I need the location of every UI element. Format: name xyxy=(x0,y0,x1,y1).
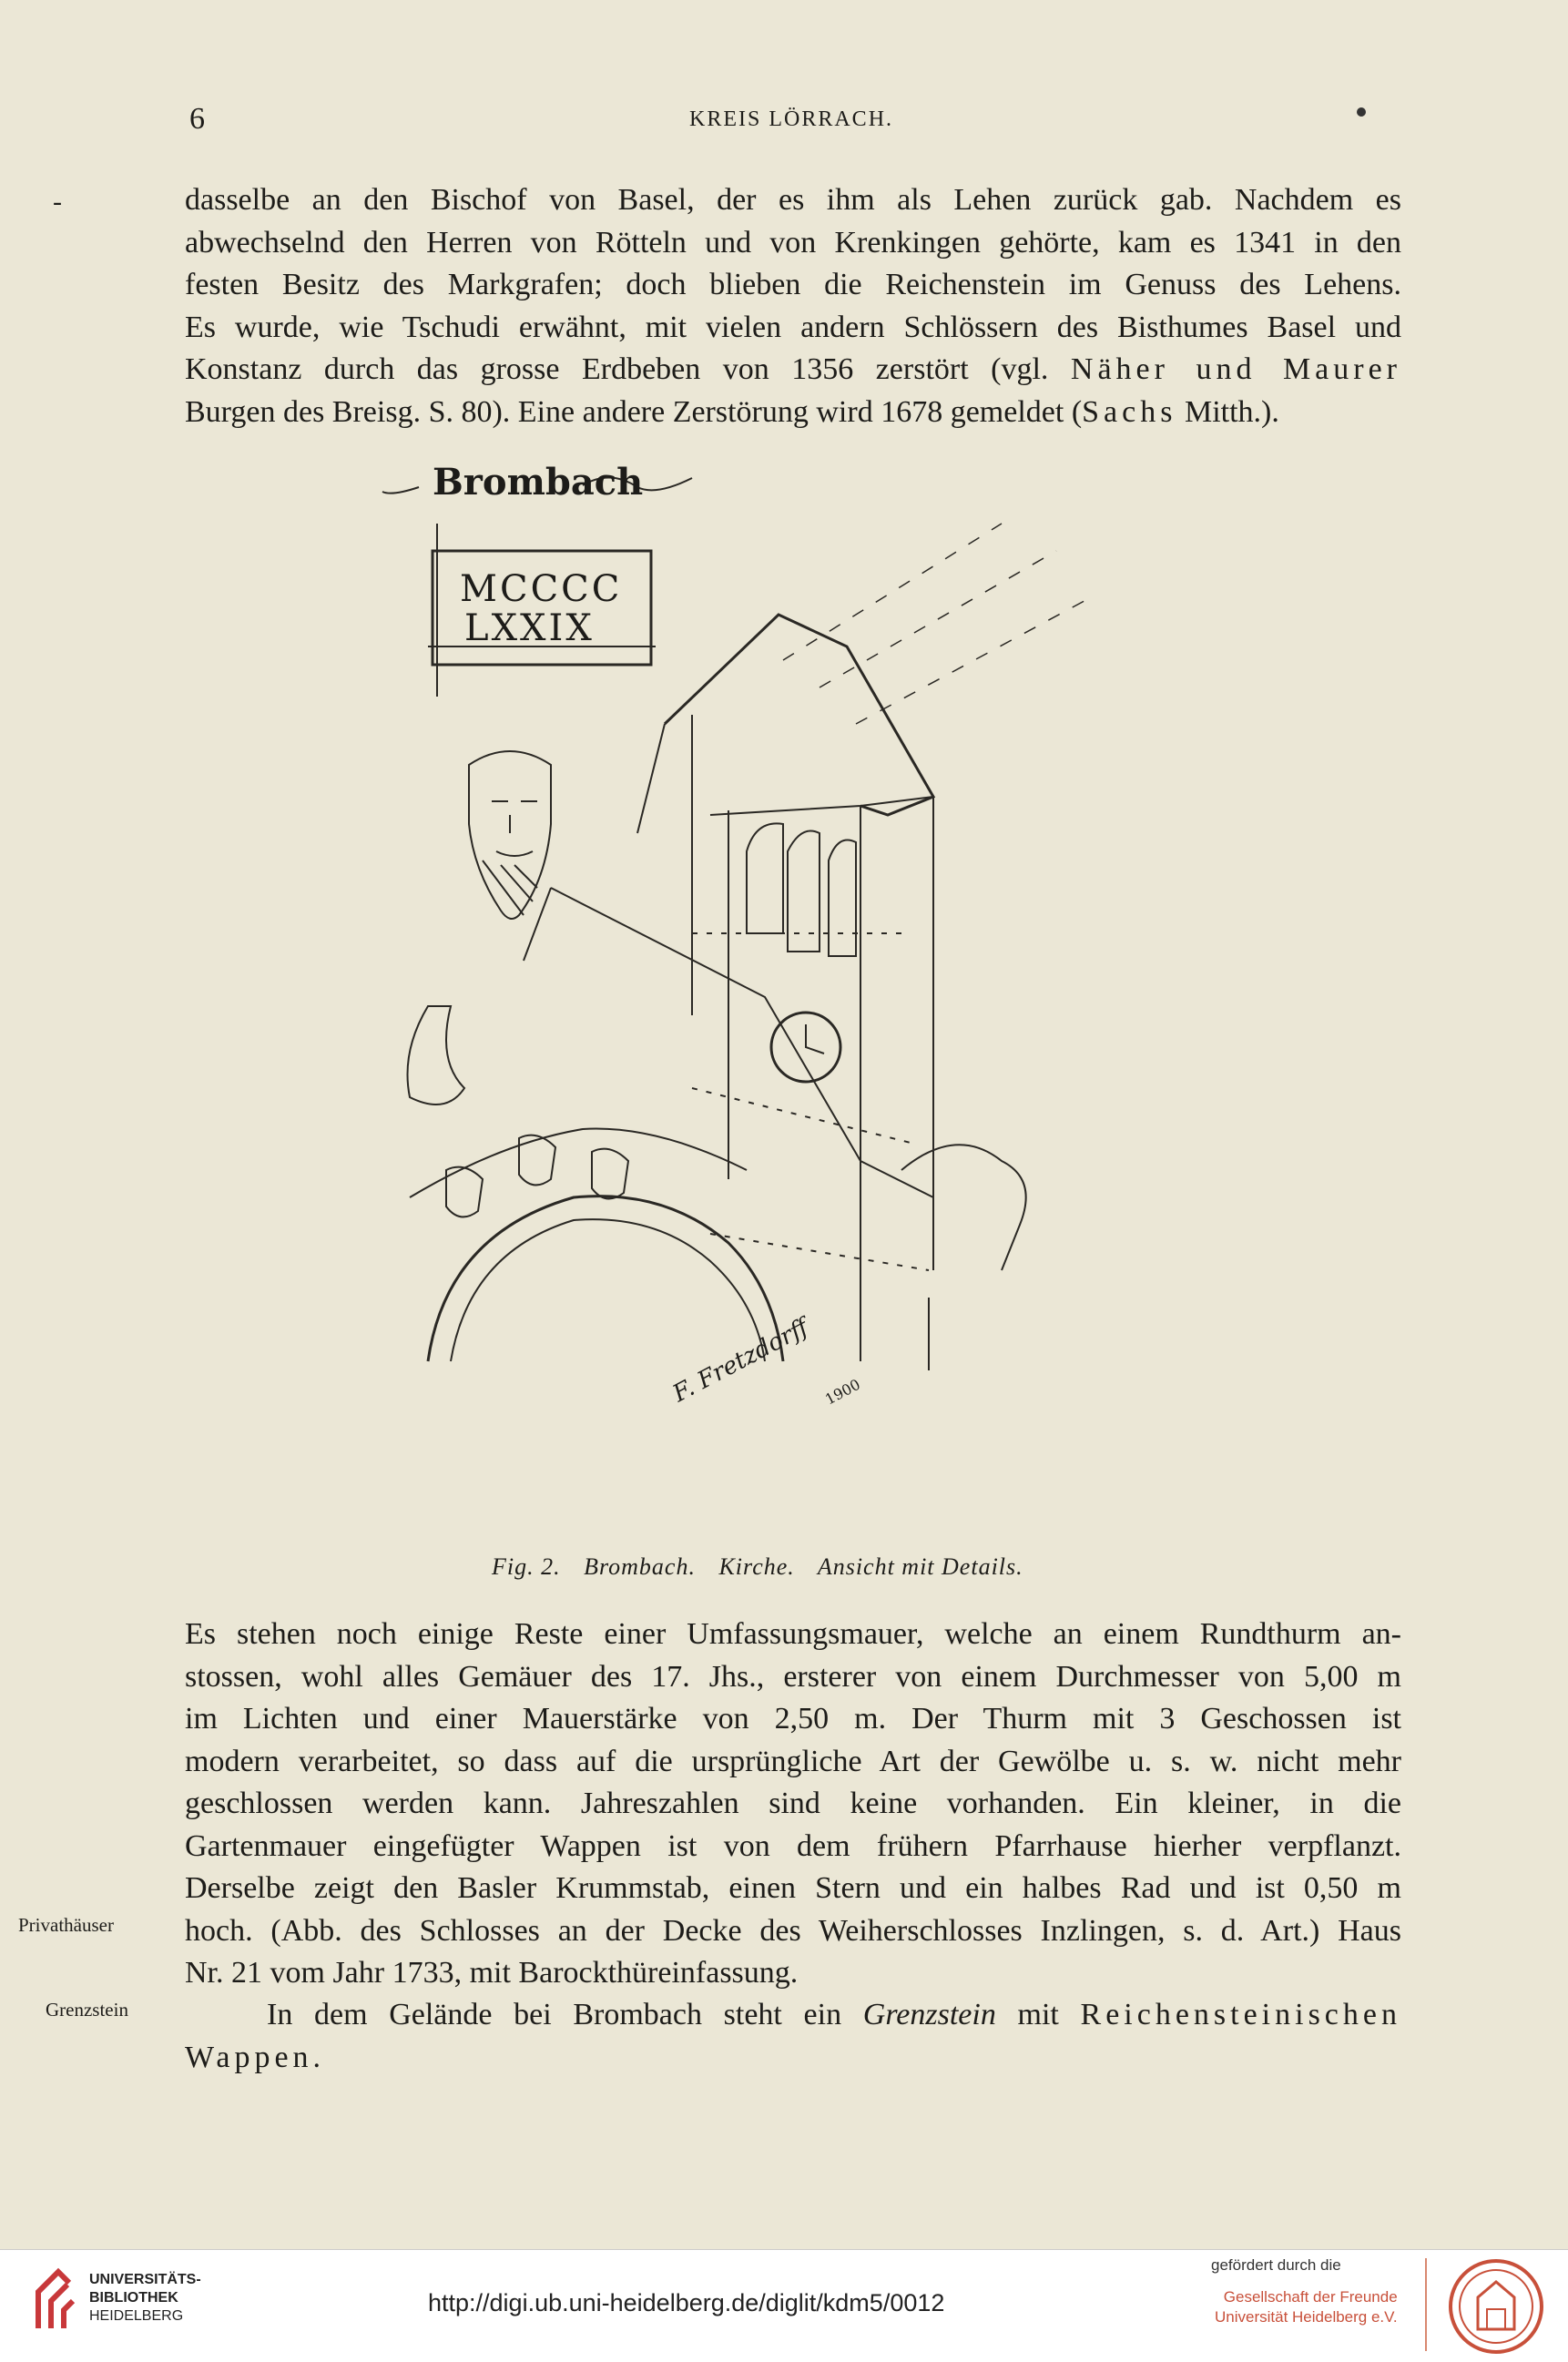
belfry-window-2 xyxy=(829,840,856,957)
plaque-line-2: LXXIX xyxy=(464,607,595,649)
title-flourish-left xyxy=(382,487,419,494)
figure-caption xyxy=(492,1553,1111,1581)
coat-of-arms-right xyxy=(592,1149,628,1199)
text-line: festen Besitz des Markgrafen; doch blieben die Reichenstein im Genuss des Lehens. xyxy=(185,268,1401,301)
text-line: Wappen. xyxy=(185,2040,326,2074)
text-run: Mitth.). xyxy=(1176,394,1279,429)
church-sketch-figure xyxy=(364,451,1147,1562)
page-number: 6 xyxy=(189,102,205,136)
running-title: KREIS LÖRRACH. xyxy=(689,107,894,131)
text-run: Burgen des Breisg. S. 80). Eine andere Zerstörung wird 1678 gemeldet ( xyxy=(185,394,1083,429)
text-line: geschlossen werden kann. Jahreszahlen sind keine vorhanden. Ein kleiner, in die xyxy=(185,1787,1401,1820)
text-line xyxy=(185,349,1401,392)
source-url-link[interactable]: http://digi.ub.uni-heidelberg.de/diglit/kdm5/0012 xyxy=(428,2289,945,2316)
sponsor-line-1: Gesellschaft der Freunde xyxy=(1223,2288,1398,2306)
paragraph-1 xyxy=(185,179,1401,433)
nave-roof xyxy=(551,888,933,1197)
sketch-title: Brombach xyxy=(433,461,644,504)
text-line: Es stehen noch einige Reste einer Umfassungsmauer, welche an einem Rundthurm an- xyxy=(185,1617,1401,1651)
reichenstein-term: Reichensteinischen xyxy=(1080,1998,1401,2031)
sky-strokes xyxy=(783,524,1093,724)
margin-mark: - xyxy=(53,187,62,217)
roof-edge xyxy=(637,724,665,833)
text-line: Derselbe zeigt den Basler Krummstab, einen Stern und ein halbes Rad und ist 0,50 m xyxy=(185,1871,1401,1905)
signature-year: 1900 xyxy=(821,1375,863,1409)
sponsor-line-2: Universität Heidelberg e.V. xyxy=(1215,2308,1398,2326)
text-line: im Lichten und einer Mauerstärke von 2,50 m. Der Thurm mit 3 Geschossen ist xyxy=(185,1702,1401,1736)
marginal-grenzstein: Grenzstein xyxy=(46,1999,128,2021)
text-line: hoch. (Abb. des Schlosses an der Decke des Weiherschlosses Inzlingen, s. d. Art.) Haus xyxy=(185,1913,1401,1948)
text-line: Nr. 21 vom Jahr 1733, mit Barockthüreinfassung. xyxy=(185,1956,799,1990)
portal-lintel xyxy=(410,1129,747,1197)
library-line-2: BIBLIOTHEK xyxy=(89,2290,178,2306)
text-run: Konstanz durch das grosse Erdbeben von 1356 zerstört (vgl. xyxy=(185,352,1071,386)
grenzstein-term: Grenzstein xyxy=(862,1998,996,2031)
crescent-fragment xyxy=(408,1006,465,1105)
library-line-3: HEIDELBERG xyxy=(89,2308,184,2324)
hatch-3 xyxy=(710,1234,929,1270)
text-line: Gartenmauer eingefügter Wappen ist von dem frühern Pfarrhause hierher verpflanzt. xyxy=(185,1828,1401,1863)
text-line: abwechselnd den Herren von Rötteln und von Krenkingen gehörte, kam es 1341 in den xyxy=(185,225,1401,260)
artist-signature: F. Fretzdorff xyxy=(668,1313,813,1409)
caption-place: Brombach. xyxy=(584,1553,696,1580)
caption-subject: Kirche. xyxy=(718,1553,795,1580)
paragraph-2 xyxy=(185,1614,1401,1995)
portal-arch-inner xyxy=(451,1219,765,1361)
clock-hands xyxy=(806,1024,824,1054)
belfry-window xyxy=(788,831,820,952)
tree xyxy=(901,1145,1026,1270)
caption-fig: Fig. 2. xyxy=(492,1553,561,1580)
church-sketch xyxy=(364,451,1147,1562)
text-line: Es wurde, wie Tschudi erwähnt, mit vielen andern Schlössern des Bisthumes Basel und xyxy=(185,310,1401,344)
library-name xyxy=(89,2271,201,2326)
text-line: stossen, wohl alles Gemäuer des 17. Jhs., ersterer von einem Durchmesser von 5,00 m xyxy=(185,1659,1401,1694)
author-citation: Näher und Maurer xyxy=(1070,352,1401,386)
ub-heidelberg-logo-icon xyxy=(31,2265,76,2337)
carved-beard xyxy=(483,860,537,915)
carved-face xyxy=(492,801,537,856)
caption-desc: Ansicht mit Details. xyxy=(817,1553,1023,1580)
coat-of-arms-middle xyxy=(519,1135,555,1186)
sponsor-heading: gefördert durch die xyxy=(1211,2256,1341,2274)
nave-roof-edge xyxy=(524,888,551,961)
text-run: mit xyxy=(995,1998,1081,2031)
tower-body xyxy=(710,797,933,1270)
sachs-citation: Sachs xyxy=(1082,394,1177,429)
text-line: dasselbe an den Bischof von Basel, der es ihm als Lehen zurück gab. Nachdem es xyxy=(185,183,1401,217)
sponsor-name xyxy=(1215,2287,1398,2327)
text-line: modern verarbeitet, so dass auf die ursprüngliche Art der Gewölbe u. s. w. nicht mehr xyxy=(185,1744,1401,1778)
ink-speck xyxy=(1357,107,1366,117)
text-run: In dem Gelände bei Brombach steht ein xyxy=(267,1998,863,2031)
paragraph-3 xyxy=(185,1994,1401,2079)
university-seal-icon xyxy=(1446,2256,1546,2357)
tower-window-left xyxy=(747,823,783,933)
library-line-1: UNIVERSITÄTS- xyxy=(89,2272,201,2287)
portal-arch-outer xyxy=(428,1196,783,1361)
plaque-line-1: MCCCC xyxy=(460,568,623,610)
carved-head xyxy=(469,751,551,919)
hatch-2 xyxy=(692,1088,911,1143)
text-line xyxy=(185,392,1401,434)
marginal-privathaeuser: Privathäuser xyxy=(18,1914,114,1936)
text-line xyxy=(185,1994,1401,2037)
sponsor-divider xyxy=(1425,2258,1427,2351)
